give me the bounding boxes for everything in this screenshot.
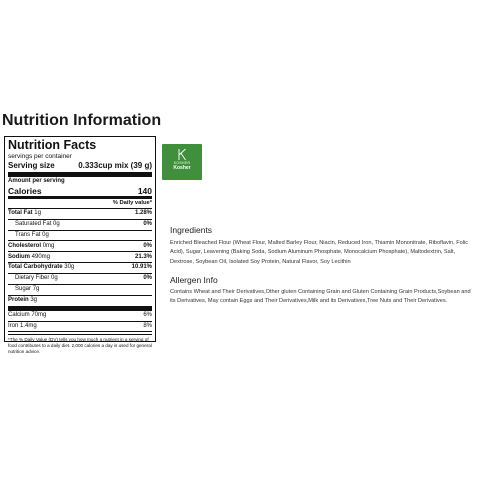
- nutrient-row-total-carbohydrate: [8, 263, 152, 274]
- nutrient-amount: 490mg: [31, 253, 51, 260]
- nutrient-dv: 21.3%: [134, 253, 152, 260]
- ingredients-heading: Ingredients: [170, 225, 213, 235]
- serving-size-value: 0.333cup mix (39 g): [78, 161, 152, 171]
- kosher-logo-word: KOSHER: [173, 161, 191, 165]
- nutrient-amount: 0g: [42, 231, 49, 238]
- nutrient-dv: 0%: [143, 220, 152, 227]
- daily-value-footnote: *The % Daily Value (DV) tells you how much a nutrient in a serving of food contributes to a daily diet. 2,000 calories a day is used for general nutrition advice.: [8, 334, 152, 355]
- nutrient-label: Iron: [8, 322, 19, 329]
- nutrient-amount: 1g: [34, 210, 41, 217]
- calories-value: 140: [137, 185, 152, 196]
- nutrition-facts-title: Nutrition Facts: [8, 138, 97, 152]
- nutrient-amount: 0g: [53, 220, 60, 227]
- nutrient-label: Total Fat: [8, 210, 33, 217]
- nutrient-amount: 1.4mg: [20, 322, 37, 329]
- servings-per-container: servings per container: [8, 153, 72, 160]
- nutrient-label: Sodium: [8, 253, 30, 260]
- nutrient-row-saturated-fat: [8, 220, 152, 231]
- allergen-text: Contains Wheat and Their Derivatives,Other gluten Containing Grain and Gluten Containing Grain Products,Soybean and its Derivatives, May contain Eggs and Their Derivatives,Milk and its Derivatives,Tree Nuts and Their Derivatives.: [170, 289, 471, 305]
- ingredients-section: [170, 225, 476, 235]
- calories-label: Calories: [8, 185, 42, 196]
- nutrient-amount: 70mg: [31, 311, 47, 318]
- serving-size-label: Serving size: [8, 161, 55, 171]
- amount-per-serving: Amount per serving: [8, 178, 65, 185]
- ingredients-body: [170, 239, 476, 267]
- kosher-badge: [162, 144, 202, 180]
- allergen-heading: Allergen Info: [170, 275, 218, 285]
- nutrient-label: Calcium: [8, 311, 30, 318]
- page-title: Nutrition Information: [2, 112, 162, 129]
- nutrition-facts-label: [4, 136, 156, 355]
- nutrient-amount: 30g: [64, 264, 75, 271]
- nutrient-row-sugar: [8, 285, 152, 296]
- nutrient-dv: 1.28%: [134, 210, 152, 217]
- allergen-section: [170, 275, 476, 285]
- nutrient-dv: 10.91%: [131, 264, 152, 271]
- nutrient-label: Protein: [8, 297, 29, 304]
- nutrient-row-cholesterol: [8, 241, 152, 252]
- nutrient-row-sodium: [8, 252, 152, 263]
- nutrient-amount: 7g: [32, 286, 40, 293]
- nutrient-label: Total Carbohydrate: [8, 264, 63, 271]
- nutrient-row-total-fat: [8, 209, 152, 220]
- nutrient-dv: 8%: [143, 322, 152, 329]
- kosher-k-icon: [176, 148, 188, 161]
- nutrient-label: Dietary Fiber: [15, 275, 50, 282]
- kosher-label: Kosher: [173, 165, 191, 171]
- nutrient-amount: 0mg: [42, 242, 55, 249]
- nutrient-label: Trans Fat: [15, 231, 41, 238]
- calories-row: [8, 186, 152, 199]
- nutrient-label: Sugar: [15, 286, 32, 293]
- nutrient-dv: 0%: [143, 242, 152, 249]
- ingredients-text: Enriched Bleached Flour (Wheat Flour, Malted Barley Flour, Niacin, Reduced Iron, Thiamin Mononitrate, Riboflavin, Folic Acid), Sugar, Leavening (Baking Soda, Sodium Aluminum Phosphate, Monocalcium Phosphate), Maltodextrin, Salt, Dextrose, Soybean Oil, Isolated Soy Protein, Natural Flavor, Soy Lecithin: [170, 240, 469, 265]
- serving-size-row: [8, 161, 152, 177]
- nutrient-row-dietary-fiber: [8, 274, 152, 285]
- nutrient-label: Cholesterol: [8, 242, 42, 249]
- nutrient-row-iron: [8, 322, 152, 333]
- nutrient-row-calcium: [8, 311, 152, 322]
- daily-value-header: % Daily value*: [8, 199, 152, 209]
- nutrient-dv: 6%: [143, 311, 152, 318]
- nutrient-row-protein: [8, 296, 152, 311]
- nutrient-dv: 0%: [143, 275, 152, 282]
- allergen-body: [170, 288, 476, 307]
- nutrient-amount: 3g: [30, 297, 38, 304]
- nutrient-amount: 0g: [51, 275, 58, 282]
- nutrient-row-trans-fat: [8, 231, 152, 242]
- nutrient-label: Saturated Fat: [15, 220, 52, 227]
